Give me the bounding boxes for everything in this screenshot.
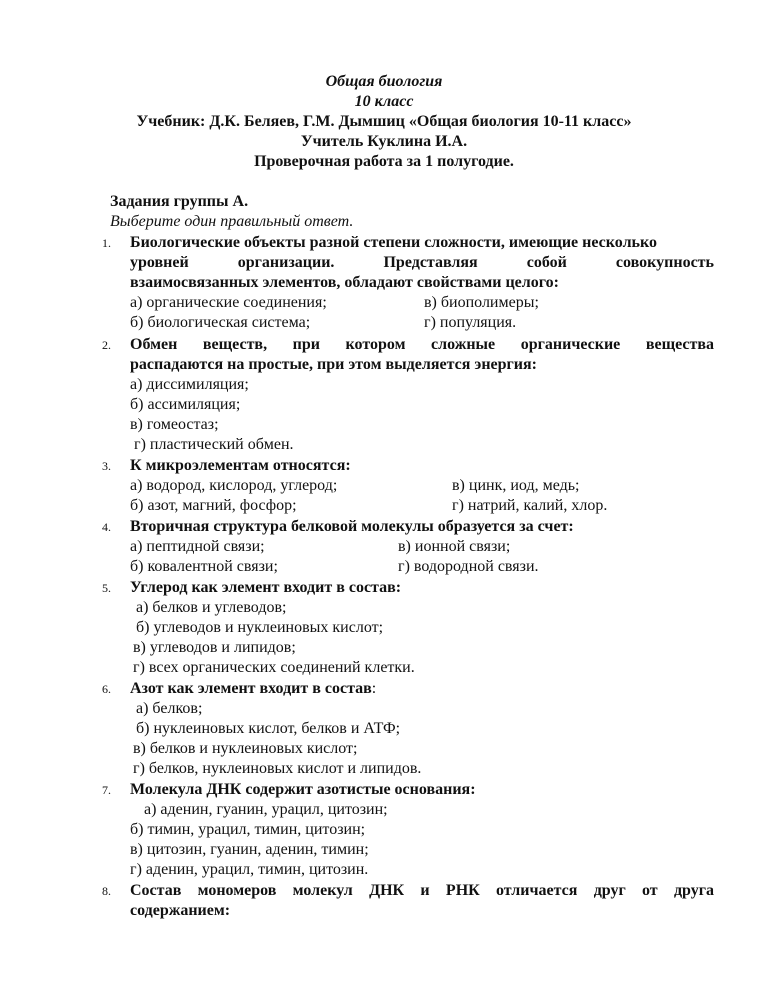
answer-option: в) ионной связи; [398, 538, 511, 555]
answer-option: б) азот, магний, фосфор; [130, 497, 297, 514]
answer-option: г) аденин, урацил, тимин, цитозин. [130, 861, 369, 878]
answer-option: б) ассимиляция; [130, 396, 241, 413]
answer-option: в) гомеостаз; [130, 416, 219, 433]
question-number: 8. [102, 884, 111, 898]
answer-option: а) аденин, гуанин, урацил, цитозин; [144, 801, 388, 818]
answer-option: б) ковалентной связи; [130, 558, 278, 575]
answer-option: а) пептидной связи; [130, 538, 265, 555]
answer-option: б) тимин, урацил, тимин, цитозин; [130, 821, 366, 838]
question-number: 3. [102, 459, 111, 473]
answer-option: в) цинк, иод, медь; [452, 477, 580, 494]
answer-option: а) водород, кислород, углерод; [130, 477, 338, 494]
question-number: 4. [102, 520, 111, 534]
answer-option: в) белков и нуклеиновых кислот; [133, 740, 358, 757]
question-text [130, 679, 376, 699]
question-text: Биологические объекты разной степени сложности, имеющие несколько [130, 234, 658, 251]
answer-option: в) цитозин, гуанин, аденин, тимин; [130, 841, 369, 858]
question-text-bold: Азот как элемент входит в состав [130, 680, 372, 697]
question-text: Вторичная структура белковой молекулы образуется за счет: [130, 518, 574, 535]
question-colon: : [371, 680, 377, 697]
answer-option: а) белков и углеводов; [136, 599, 287, 616]
question-text: К микроэлементам относятся: [130, 457, 351, 474]
section-instruction: Выберите один правильный ответ. [110, 213, 354, 230]
question-text: Молекула ДНК содержит азотистые основания: [130, 781, 476, 798]
answer-option: б) углеводов и нуклеиновых кислот; [136, 619, 384, 636]
subject-title: Общая биология [325, 73, 443, 90]
teacher-line: Учитель Куклина И.А. [300, 133, 468, 150]
question-text: Состав мономеров молекул ДНК и РНК отличается друг от друга [130, 882, 714, 899]
answer-option: в) углеводов и липидов; [133, 639, 296, 656]
question-text: распадаются на простые, при этом выделяется энергия: [130, 356, 537, 373]
answer-option: г) натрий, калий, хлор. [452, 497, 608, 514]
answer-option: г) пластический обмен. [134, 436, 294, 453]
textbook-line: Учебник: Д.К. Беляев, Г.М. Дымшиц «Общая биология 10-11 класс» [136, 113, 632, 130]
question-text: Обмен веществ, при котором сложные органические вещества [130, 336, 714, 353]
question-number: 1. [102, 236, 111, 250]
answer-option: а) диссимиляция; [130, 376, 249, 393]
question-text: Углерод как элемент входит в состав: [130, 579, 402, 596]
question-text: уровней организации. Представляя собой совокупность [130, 254, 714, 271]
answer-option: а) белков; [136, 700, 203, 717]
answer-option: б) нуклеиновых кислот, белков и АТФ; [136, 720, 401, 737]
grade-label: 10 класс [354, 93, 414, 110]
answer-option: г) водородной связи. [398, 558, 539, 575]
answer-option: б) биологическая система; [130, 314, 311, 331]
answer-option: г) белков, нуклеиновых кислот и липидов. [133, 760, 422, 777]
answer-option: г) всех органических соединений клетки. [133, 659, 415, 676]
answer-option: а) органические соединения; [130, 294, 327, 311]
question-text: содержанием: [130, 902, 231, 919]
answer-option: г) популяция. [424, 314, 517, 331]
section-title: Задания группы А. [110, 193, 249, 210]
work-title: Проверочная работа за 1 полугодие. [254, 153, 514, 170]
answer-option: в) биополимеры; [424, 294, 539, 311]
question-number: 6. [102, 682, 111, 696]
question-text: взаимосвязанных элементов, обладают свойствами целого: [130, 274, 559, 291]
question-number: 7. [102, 783, 111, 797]
question-number: 5. [102, 581, 111, 595]
question-number: 2. [102, 338, 111, 352]
